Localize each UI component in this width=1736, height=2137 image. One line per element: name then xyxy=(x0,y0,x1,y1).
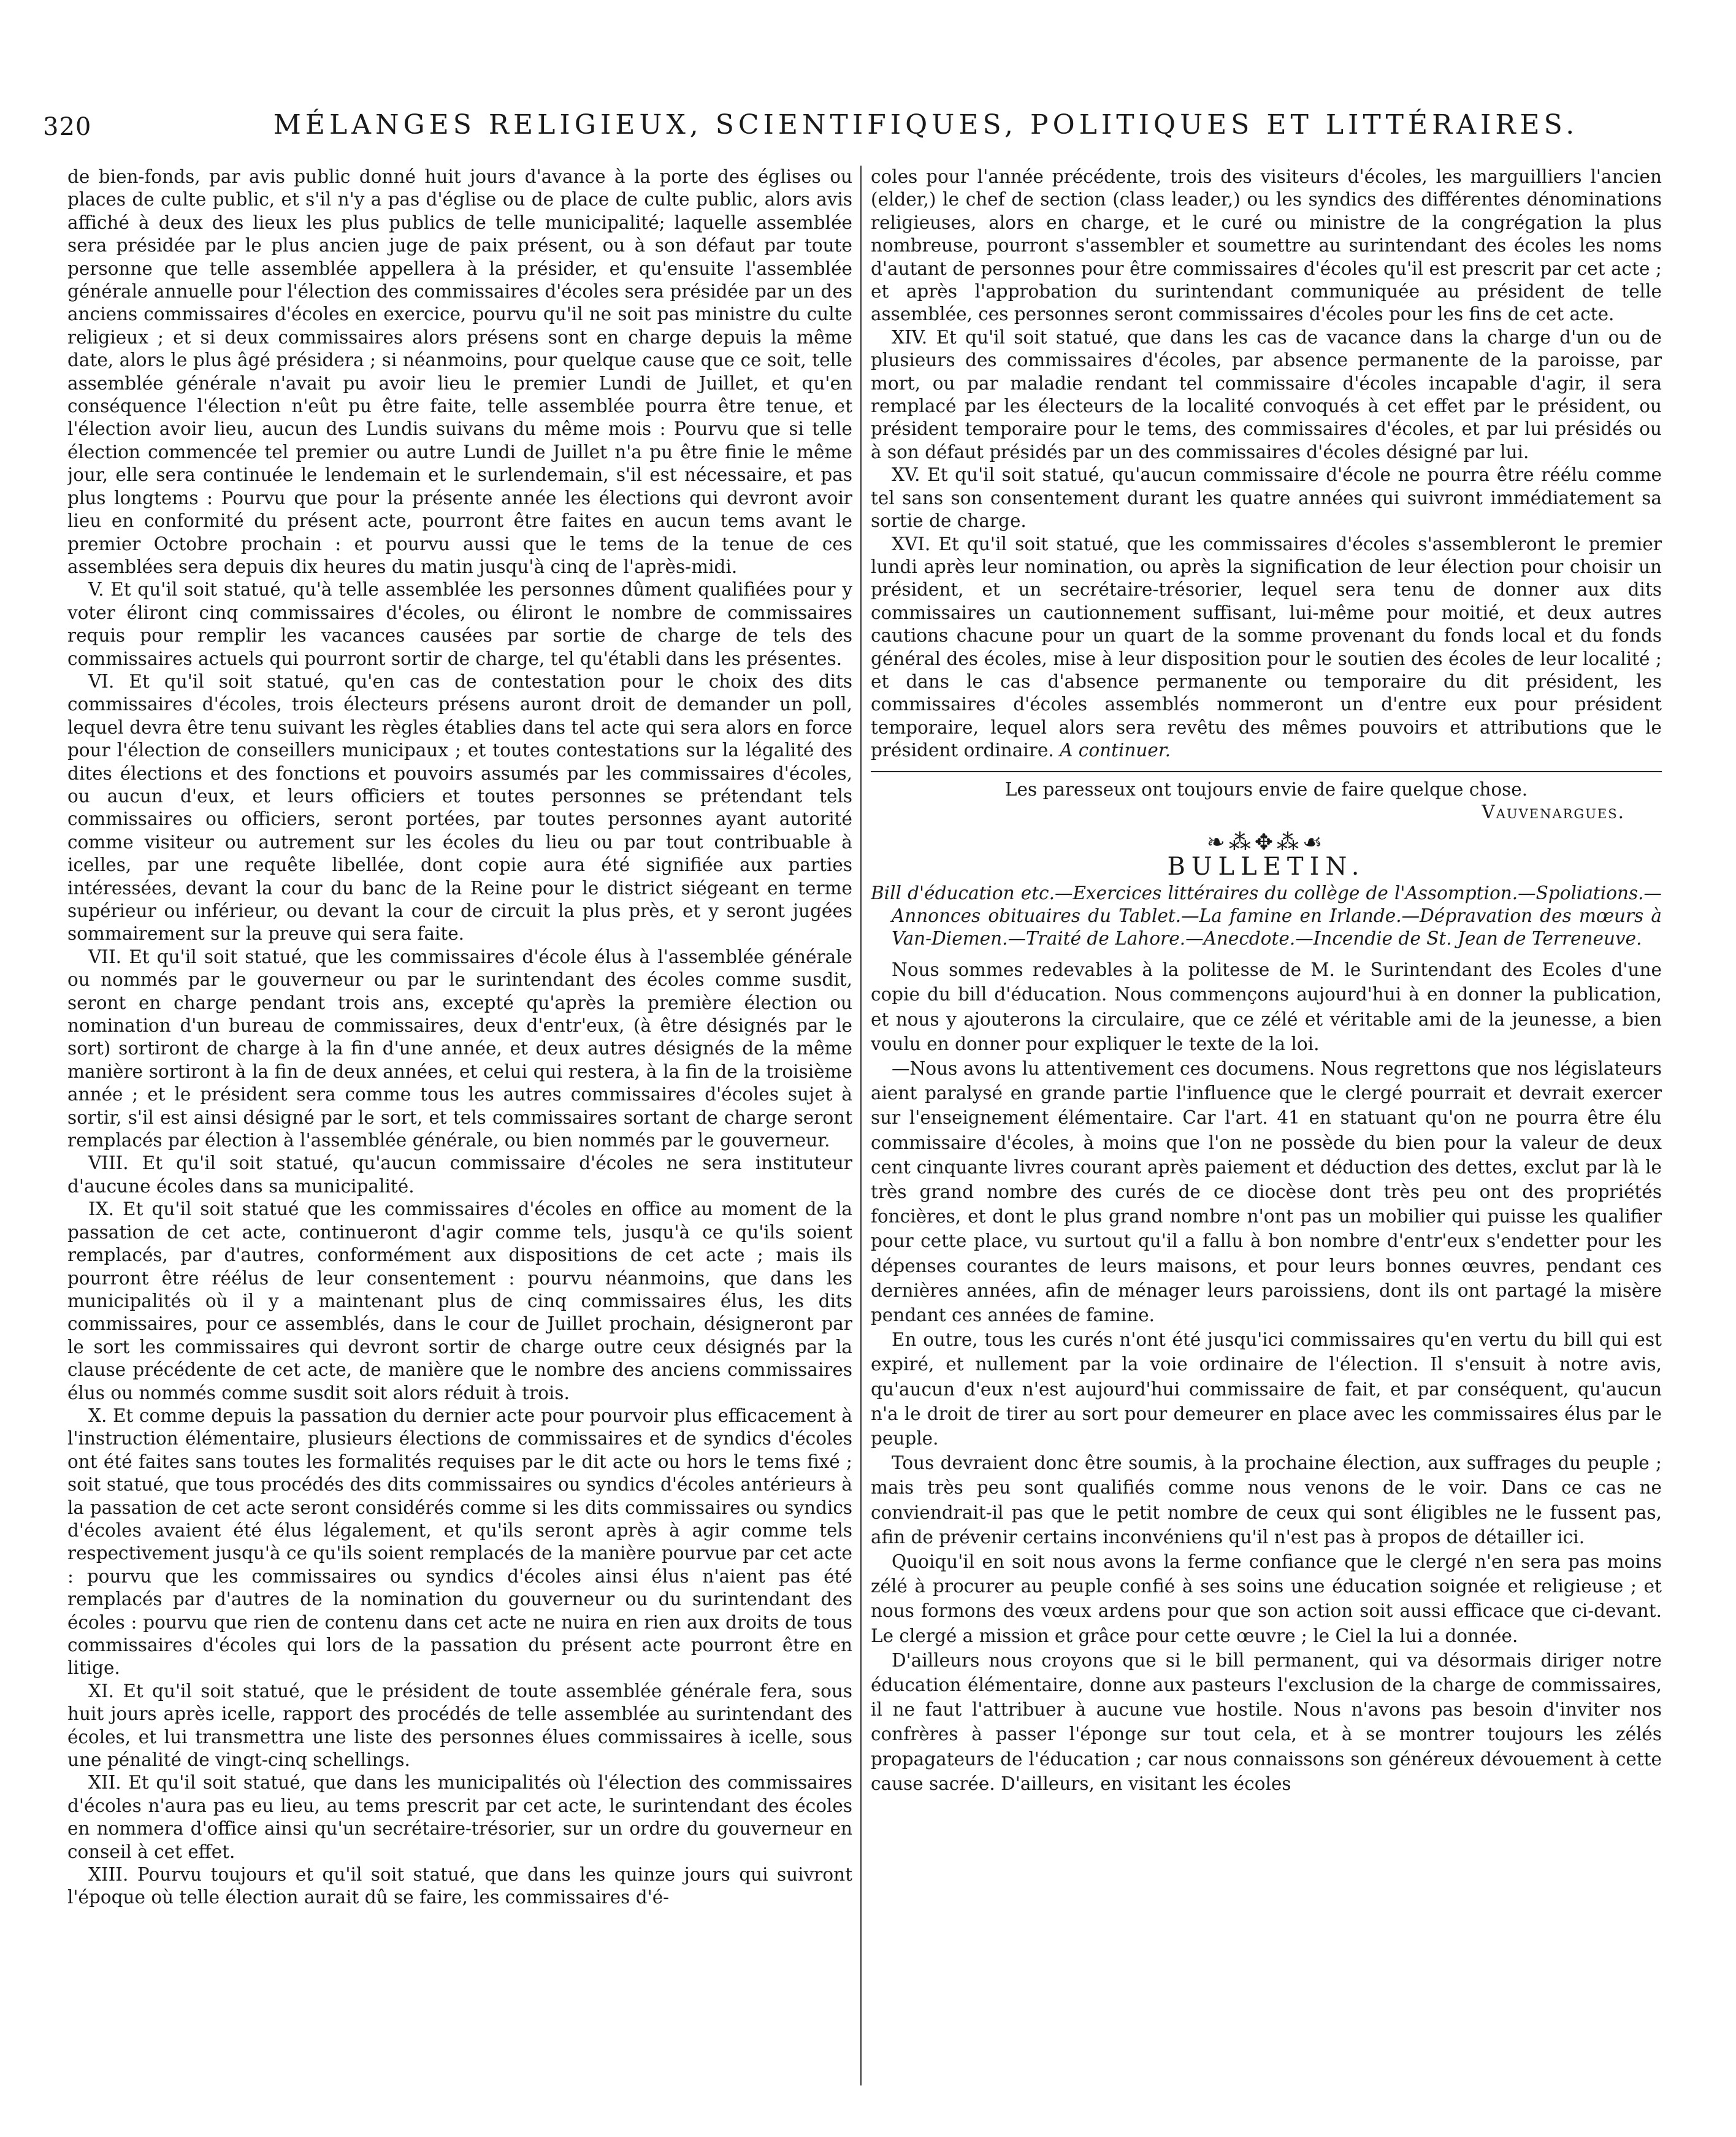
running-title: MÉLANGES RELIGIEUX, SCIENTIFIQUES, POLITIQUES ET LITTÉRAIRES. xyxy=(273,109,1579,140)
page-number: 320 xyxy=(43,113,92,141)
article-section-viii: VIII. Et qu'il soit statué, qu'aucun commissaire d'écoles ne sera instituteur d'aucune écoles dans sa municipalité. xyxy=(67,1153,852,1197)
bulletin-paragraph: Quoiqu'il en soit nous avons la ferme confiance que le clergé n'en sera pas moins zélé à procurer au peuple confié à ses soins une éducation soignée et religieuse ; et nous formons des vœux ardens pour que son action soit aussi efficace que ci-devant. Le clergé a mission et grâce pour cette œuvre ; le Ciel la lui a donnée. xyxy=(871,1551,1662,1646)
article-section-xii: XII. Et qu'il soit statué, que dans les municipalités où l'élection des commissaires d'écoles n'aura pas eu lieu, au tems prescrit par cet acte, le surintendant des écoles en nommera d'office ainsi qu'un secrétaire-trésorier, sur un ordre du gouverneur en conseil à cet effet. xyxy=(67,1772,852,1862)
article-section-xvi xyxy=(871,533,1662,762)
article-section-xi: XI. Et qu'il soit statué, que le président de toute assemblée générale fera, sous huit jours après icelle, rapport des procédés de telle assemblée au surintendant des écoles, et lui transmettra une liste des personnes élues commissaires à icelle, sous une pénalité de vingt-cinq schellings. xyxy=(67,1680,852,1771)
article-section-ix: IX. Et qu'il soit statué que les commissaires d'écoles en office au moment de la passation de cet acte, continueront d'agir comme tels, jusqu'à ce qu'ils soient remplacés, par d'autres, conformément aux dispositions de cet acte ; mais ils pourront être réélus de leur consentement : pourvu néanmoins, que dans les municipalités où il y a maintenant plus de cinq commissaires élus, les dits commissaires, pour ce assemblés, dans le cour de Juillet prochain, désigneront par le sort les commissaires qui devront sortir de charge outre ceux désignés par la clause précédente de cet acte, de manière que le nombre des anciens commissaires élus ou nommés comme susdit soit alors réduit à trois. xyxy=(67,1199,852,1403)
right-column xyxy=(871,166,1662,2098)
article-section-xiii: XIII. Pourvu toujours et qu'il soit statué, que dans les quinze jours qui suivront l'époque où telle élection aurait dû se faire, les commissaires d'é- xyxy=(67,1864,852,1908)
article-paragraph: coles pour l'année précédente, trois des visiteurs d'écoles, les marguilliers l'ancien (elder,) le chef de section (class leader,) ou les syndics des différentes dénominations religieuses, alors en charge, et le curé ou ministre de la congrégation la plus nombreuse, pourront s'assembler et soumettre au surintendant des écoles les noms d'autant de personnes pour être commissaires d'écoles qu'il est prescrit par cet acte ; et après l'approbation du surintendant communiquée au président de telle assemblée, ces personnes seront commissaires d'écoles pour les fins de cet acte. xyxy=(871,166,1662,325)
article-continuation xyxy=(871,166,1662,762)
article-section-vi: VI. Et qu'il soit statué, qu'en cas de contestation pour le choix des dits commissaires d'écoles, trois électeurs présens auront droit de demander un poll, lequel devra être tenu suivant les règles établies dans tel acte qui sera alors en force pour l'élection de conseillers municipaux ; et toutes contestations sur la légalité des dites élections et des fonctions et pouvoirs assumés par les commissaires d'écoles, ou aucun d'eux, et leurs officiers et toutes personnes se prétendant tels commissaires ou officiers, seront portées, par toutes personnes ayant autorité comme visiteur ou autrement sur les écoles du lieu ou par tout contribuable à icelles, par une requête libellée, dont copie aura été signifiée aux parties intéressées, devant la cour du banc de la Reine pour le district siégeant en terme supérieur ou inférieur, ou devant la cour de circuit la plus près, et y seront jugées sommairement sur la preuve qui sera faite. xyxy=(67,670,852,945)
article-section-x: X. Et comme depuis la passation du dernier acte pour pourvoir plus efficacement à l'instruction élémentaire, plusieurs élections de commissaires et de syndics d'écoles ont été faites sans toutes les formalités requises par le dit acte ou hors le tems fixé ; soit statué, que tous procédés des dits commissaires ou syndics d'écoles antérieurs à la passation de cet acte seront considérés comme si les dits commissaires ou syndics d'écoles avaient été élus légalement, et qu'ils seront après à agir comme tels respectivement jusqu'à ce qu'ils soient remplacés de la manière pourvue par cet acte : pourvu que les commissaires ou syndics d'écoles ainsi élus n'aient pas été remplacés par d'autres de la nomination du gouverneur ou du surintendant des écoles : pourvu que rien de contenu dans cet acte ne nuira en rien aux droits de tous commissaires d'écoles qui lors de la passation du présent acte pourront être en litige. xyxy=(67,1405,852,1679)
a-continuer-note: A continuer. xyxy=(1060,740,1171,761)
left-column xyxy=(67,166,852,2098)
bulletin-paragraph: Tous devraient donc être soumis, à la prochaine élection, aux suffrages du peuple ; mais très peu sont qualifiés comme nous venons de le voir. Dans ce cas ne conviendrait-il pas que le petit nombre de ceux qui sont éligibles ne le fussent pas, afin de prévenir certains inconvéniens qu'il n'est pas à propos de détailler ici. xyxy=(871,1452,1662,1548)
article-paragraph: de bien-fonds, par avis public donné huit jours d'avance à la porte des églises ou places de culte public, et s'il n'y a pas d'église ou de place de culte public, alors avis affiché à deux des lieux les plus publics de telle municipalité; laquelle assemblée sera présidée par le plus ancien juge de paix présent, ou à son défaut par toute personne que telle assemblée appellera à la présider, et qu'ensuite l'assemblée générale annuelle pour l'élection des commissaires d'écoles sera présidée par un des anciens commissaires d'écoles en exercice, pourvu qu'il ne soit pas ministre du culte religieux ; et si deux commissaires alors présens sont en charge depuis la même date, alors le plus âgé présidera ; si néanmoins, pour quelque cause que ce soit, telle assemblée générale n'avait pu avoir lieu le premier Lundi de Juillet, et qu'en conséquence l'élection n'eût pu être faite, telle assemblée pourra être tenue, et l'élection avoir lieu, aucun des Lundis suivans du même mois : Pourvu que si telle élection commencée tel premier ou autre Lundi de Juillet n'a pu être finie le même jour, elle sera continuée le lendemain et le surlendemain, s'il est nécessaire, et pas plus longtems : Pourvu que pour la présente année les élections qui devront avoir lieu en conformité du présent acte, pourront être faites en aucun tems avant le premier Octobre prochain : et pourvu aussi que le tems de la tenue de ces assemblées sera depuis dix heures du matin jusqu'à cinq de l'après-midi. xyxy=(67,166,852,577)
article-section-vii: VII. Et qu'il soit statué, que les commissaires d'école élus à l'assemblée générale ou nommés par le gouverneur ou par le surintendant des écoles comme susdit, seront en charge pendant trois ans, excepté qu'après la première élection ou nomination d'un bureau de commissaires, deux d'entr'eux, (à être désignés par le sort) sortiront de charge à la fin d'une année, et deux autres désignés de la même manière sortiront à la fin de deux années, et celui qui restera, à la fin de la troisième année ; et le président sera comme tous les autres commissaires d'écoles sujet à sortir, s'il est ainsi désigné par le sort, et tels commissaires sortant de charge seront remplacés par élection à l'assemblée générale, ou bien nommés par le gouverneur. xyxy=(67,946,852,1151)
column-divider xyxy=(860,166,862,2085)
article-section-xv: XV. Et qu'il soit statué, qu'aucun commissaire d'école ne pourra être réélu comme tel sans son consentement durant les quatre années qui suivront immédiatement sa sortie de charge. xyxy=(871,464,1662,532)
page-header xyxy=(43,109,1699,152)
article-section-v: V. Et qu'il soit statué, qu'à telle assemblée les personnes dûment qualifiées pour y voter éliront cinq commissaires d'écoles, ou éliront le nombre de commissaires requis pour remplir les vacances causées par sortie de charge de tels des commissaires actuels qui pourront sortir de charge, tel qu'établi dans les présentes. xyxy=(67,579,852,669)
bulletin-paragraph: En outre, tous les curés n'ont été jusqu'ici commissaires qu'en vertu du bill qui est expiré, et nullement par la voie ordinaire de l'élection. Il s'ensuit à notre avis, qu'aucun d'eux n'est aujourd'hui commissaire de fait, et par conséquent, qu'aucun n'a le droit de tirer au sort pour demeurer en place avec les commissaires élus par le peuple. xyxy=(871,1329,1662,1449)
bulletin-paragraph: —Nous avons lu attentivement ces documens. Nous regrettons que nos législateurs aient paralysé en grande partie l'influence que le clergé pourrait et devrait exercer sur l'enseignement élémentaire. Car l'art. 41 en statuant qu'on ne pourra être élu commissaire d'écoles, à moins que l'on ne possède du bien pour la valeur de deux cent cinquante livres courant après paiement et déduction des dettes, exclut par là le très grand nombre des curés de ce diocèse dont très peu ont des propriétés foncières, et dont le plus grand nombre n'ont pas un mobilier qui puisse les qualifier pour cette place, vu surtout qu'il a fallu à bon nombre d'entr'eux s'endetter pour les dépenses courantes de leurs maisons, et pour leurs bonnes œuvres, pendant ces dernières années, afin de ménager leurs paroissiens, dont ils ont partagé la misère pendant ces années de famine. xyxy=(871,1058,1662,1326)
bulletin-paragraph: Nous sommes redevables à la politesse de M. le Surintendant des Ecoles d'une copie du bill d'éducation. Nous commençons aujourd'hui à en donner la publication, et nous y ajouterons la circulaire, que ce zélé et véritable ami de la jeunesse, a bien voulu en donner pour expliquer le texte de la loi. xyxy=(871,959,1662,1054)
article-section-xiv: XIV. Et qu'il soit statué, que dans les cas de vacance dans la charge d'un ou de plusieurs des commissaires d'écoles, par absence permanente de la paroisse, par mort, ou par maladie rendant tel commissaire d'écoles incapable d'agir, il sera remplacé par les électeurs de la localité convoqués à cet effet par le président, ou président temporaire pour le tems, des commissaires d'écoles, et par lui présidés ou à son défaut présidés par un des commissaires d'écoles désigné par lui. xyxy=(871,326,1662,462)
ornament-divider: ❧⁂✥⁂☙ xyxy=(1206,830,1326,856)
section-xvi-text: XVI. Et qu'il soit statué, que les commissaires d'écoles s'assembleront le premier lundi après leur nomination, ou après la signification de leur élection pour choisir un président, et un secrétaire-trésorier, lequel sera tenu de donner aux dits commissaires un cautionnement suffisant, lui-même pour moitié, et deux autres cautions chacune pour un quart de la somme provenant du fonds local et du fonds général des écoles, mise à leur disposition pour le soutien des écoles de leur localité ; et dans le cas d'absence permanente ou temporaire du dit président, les commissaires d'écoles assemblés nommeront un d'entre eux pour président temporaire, lequel alors sera revêtu des mêmes pouvoirs et attributions que le président ordinaire. xyxy=(871,533,1662,761)
quote-rule xyxy=(871,771,1662,772)
bulletin-summary: Bill d'éducation etc.—Exercices littéraires du collège de l'Assomption.—Spoliations.—Annonces obituaires du Tablet.—La famine en Irlande.—Dépravation des mœurs à Van-Diemen.—Traité de Lahore.—Anecdote.—Incendie de St. Jean de Terreneuve. xyxy=(871,883,1662,950)
bulletin-heading: BULLETIN. xyxy=(1167,852,1366,881)
epigraph-quote: Les paresseux ont toujours envie de faire quelque chose. xyxy=(1004,778,1528,800)
epigraph-author: Vauvenargues. xyxy=(1482,801,1625,823)
bulletin-paragraph: D'ailleurs nous croyons que si le bill permanent, qui va désormais diriger notre éducation élémentaire, donne aux pasteurs l'exclusion de la charge de commissaires, il ne faut l'attribuer à aucune vue hostile. Nous n'avons pas besoin d'inviter nos confrères à passer l'éponge sur tout cela, et à se montrer toujours les zélés propagateurs de l'éducation ; car nous connaissons son généreux dévouement à cette cause sacrée. D'ailleurs, en visitant les écoles xyxy=(871,1649,1662,1794)
